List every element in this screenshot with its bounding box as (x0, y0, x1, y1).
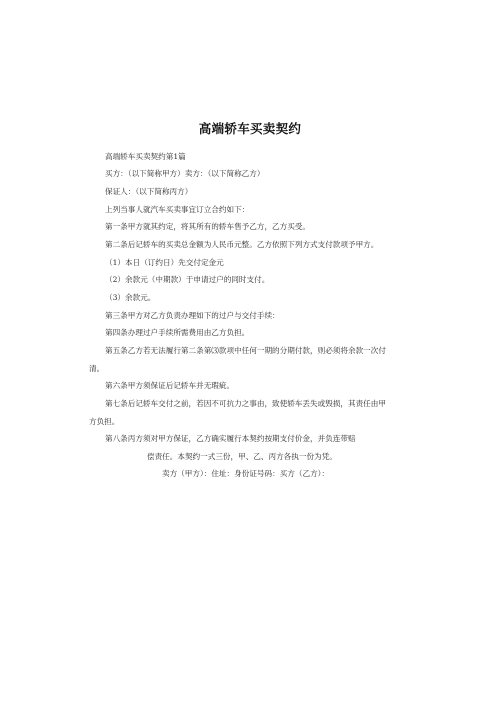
preamble-line: 上列当事人就汽车买卖事宜订立合约如下： (105, 205, 250, 214)
article-4: 第四条办理过户手续所需费用由乙方负担。 (105, 328, 250, 337)
article-2: 第二条后记轿车的买卖总金额为人民币元整。乙方依照下列方式支付款项予甲方。 (105, 240, 379, 249)
signature-line: 卖方（甲方）：住址：身份证号码：买方（乙方）： (162, 469, 330, 478)
article-8: 第八条丙方须对甲方保证，乙方确实履行本契约按期支付价金，并负连带赔 (105, 434, 356, 443)
article-5: 第五条乙方若无法履行第二条第⑶款项中任何一期的分期付款，则必须将余款一次付清。 (89, 346, 386, 373)
guarantor-line: 保证人：（以下简称丙方） (105, 187, 193, 196)
article-8-continuation: 偿责任。本契约一式三份，甲、乙、丙方各执一份为凭。 (147, 452, 337, 461)
article-7: 第七条后记轿车交付之前，若因不可抗力之事由，致使轿车丢失或毁损，其责任由甲方负担。 (89, 399, 386, 426)
parties-line: 买方：（以下简称甲方）卖方：（以下简称乙方） (105, 169, 265, 178)
payment-item-1: （1）本日（订约日）先交付定金元 (105, 258, 224, 267)
article-6: 第六条甲方须保证后记轿车并无瑕疵。 (105, 381, 235, 390)
payment-item-2: （2）余款元（中期款）于申请过户的同时支付。 (105, 275, 270, 284)
document-subtitle: 高端轿车买卖契约第1篇 (105, 152, 186, 161)
payment-item-3: （3）余款元。 (105, 293, 156, 302)
document-title: 高端轿车买卖契约 (198, 121, 302, 136)
article-1: 第一条甲方就其约定，将其所有的轿车售予乙方，乙方买受。 (105, 222, 311, 231)
article-3: 第三条甲方对乙方负责办理如下的过户与交付手续： (105, 311, 280, 320)
